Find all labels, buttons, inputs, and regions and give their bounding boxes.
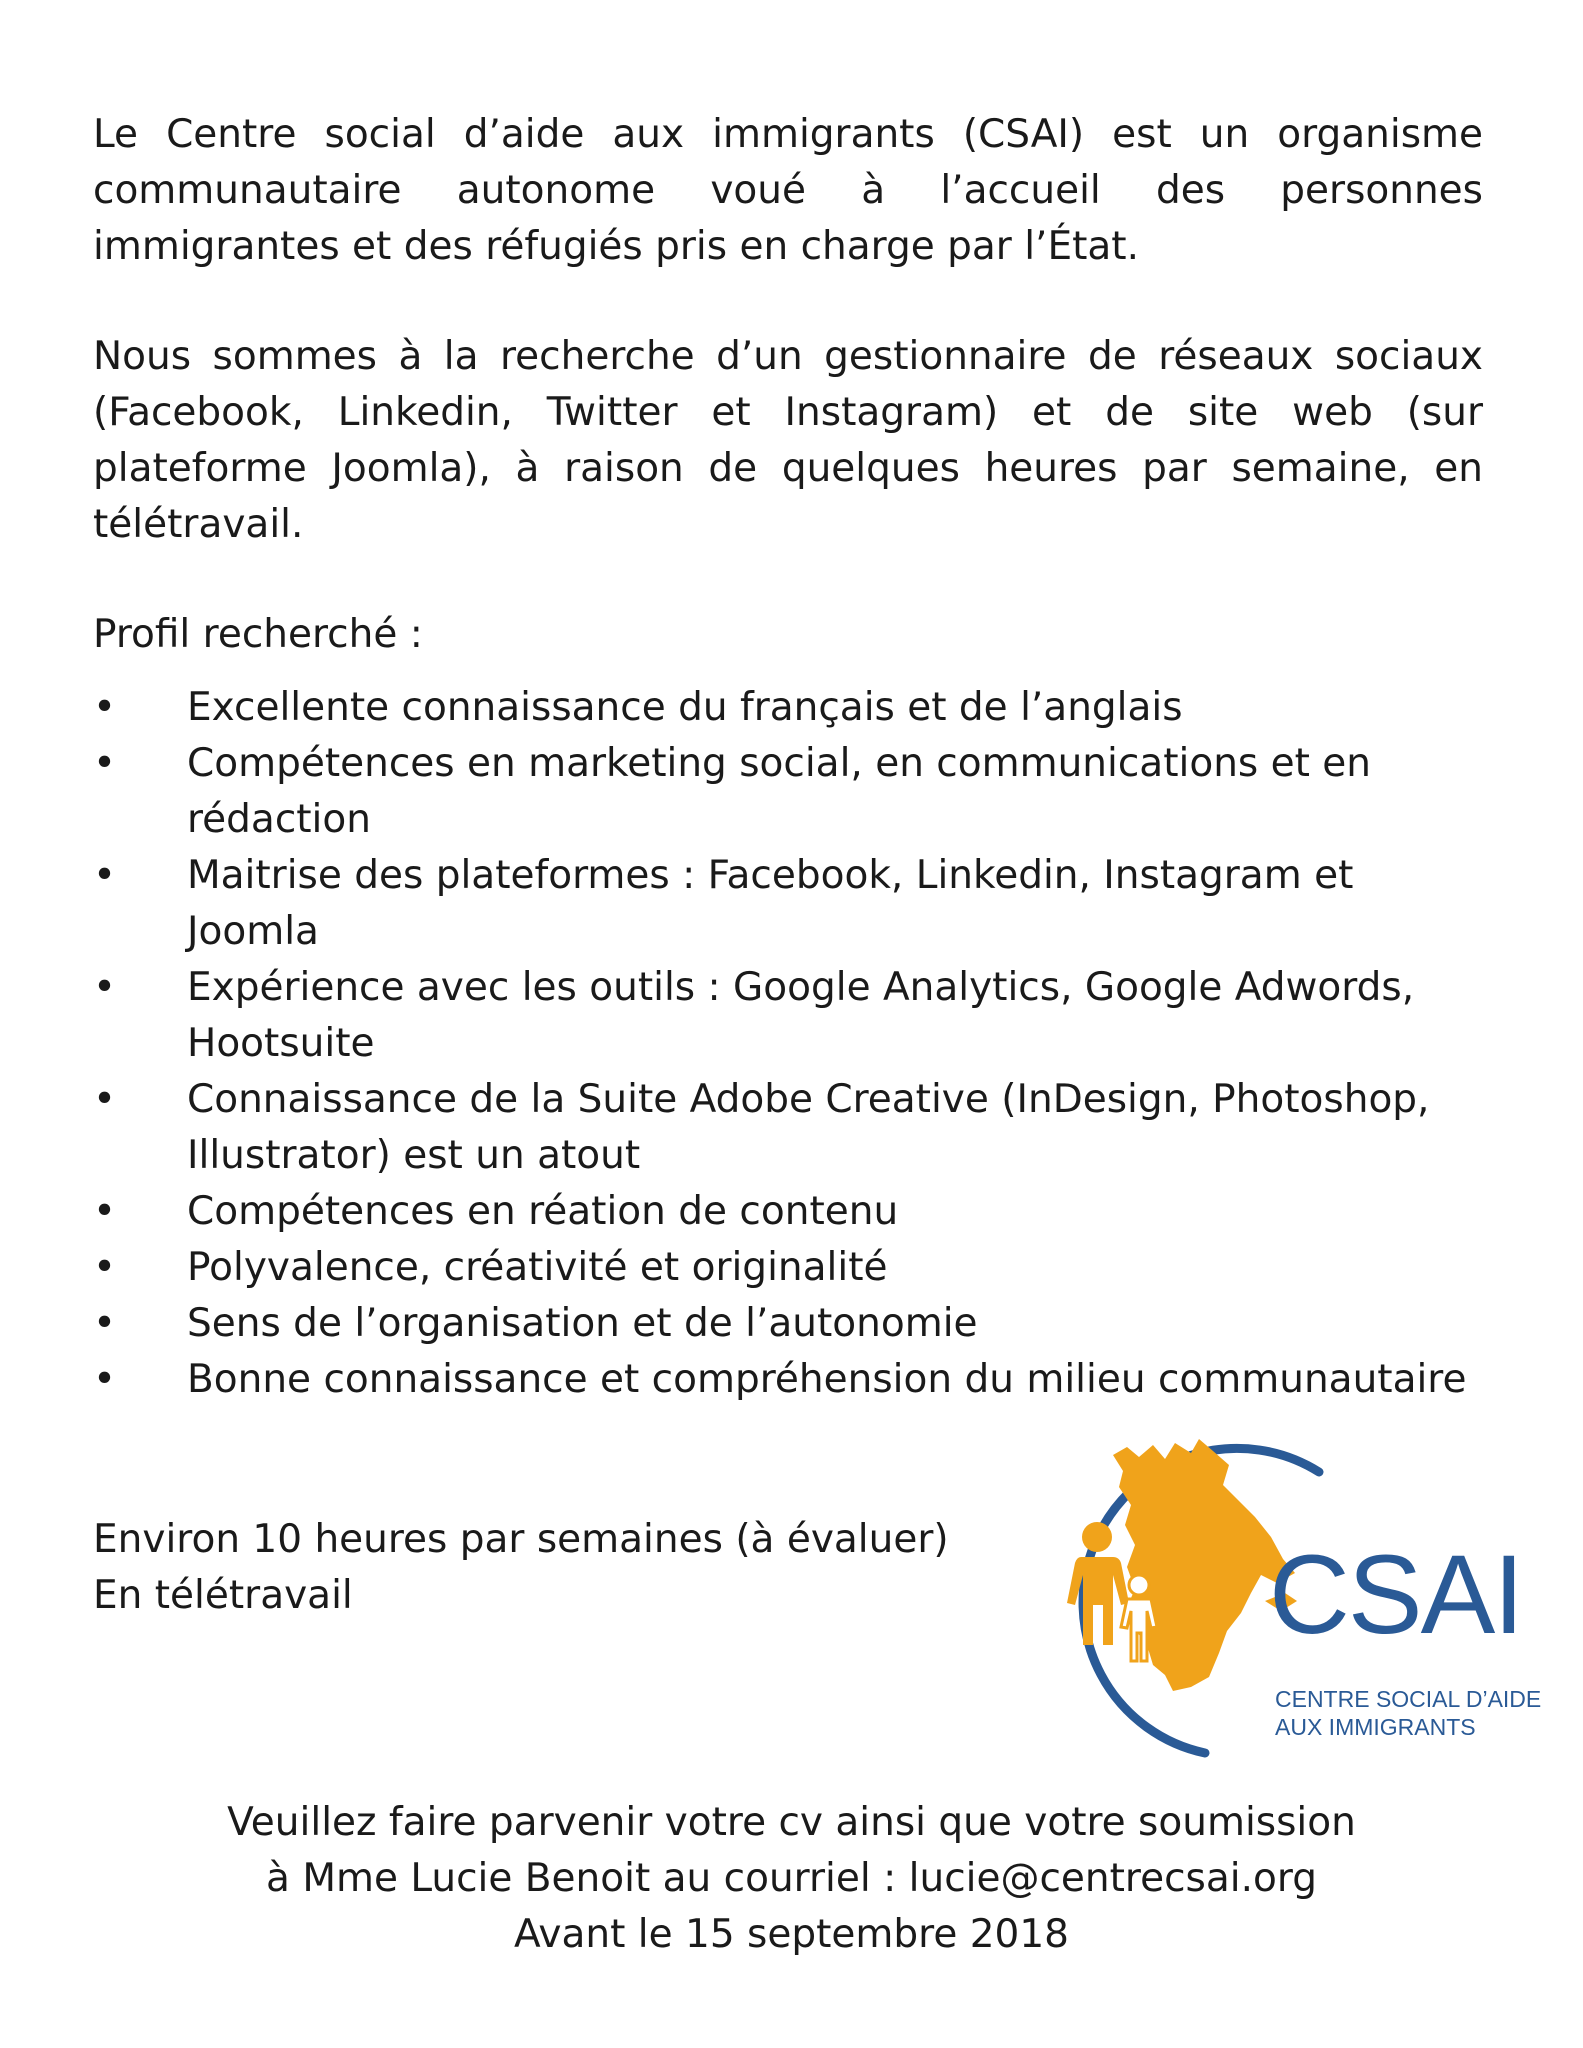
logo-subtitle-line1: CENTRE SOCIAL D’AIDE: [1275, 1686, 1542, 1712]
footer-line-1: Veuillez faire parvenir votre cv ainsi que votre soumission: [227, 1800, 1356, 1845]
bullet-icon: •: [93, 685, 117, 730]
bullet-icon: •: [93, 1245, 117, 1290]
logo-subtitle-line2: AUX IMMIGRANTS: [1275, 1714, 1476, 1740]
list-item: • Compétences en marketing social, en communications et en rédaction: [93, 736, 1483, 848]
hours-text: Environ 10 heures par semaines (à évaluer): [93, 1517, 949, 1562]
bullet-icon: •: [93, 1189, 117, 1234]
logo-acronym: CSAI: [1269, 1532, 1523, 1657]
deadline-text: Avant le 15 septembre 2018: [514, 1912, 1069, 1957]
position-paragraph: Nous sommes à la recherche d’un gestionnaire de réseaux sociaux (Facebook, Linkedin, Twitter et Instagram) et de site web (sur plateforme Joomla), à raison de quelques heures par semaine, en télétravail.: [93, 334, 1483, 547]
profile-heading: Profil recherché :: [93, 612, 423, 657]
bullet-icon: •: [93, 965, 117, 1010]
schedule-info: [93, 1512, 993, 1624]
list-item: • Expérience avec les outils : Google Analytics, Google Adwords, Hootsuite: [93, 960, 1483, 1072]
list-item: • Excellente connaissance du français et de l’anglais: [93, 680, 1483, 736]
footer-line-2: à Mme Lucie Benoit au courriel : lucie@centrecsai.org: [266, 1856, 1317, 1901]
bullet-icon: •: [93, 1077, 117, 1122]
application-instructions: [0, 1795, 1583, 1963]
bullet-icon: •: [93, 853, 117, 898]
intro-paragraph: Le Centre social d’aide aux immigrants (CSAI) est un organisme communautaire autonome voué à l’accueil des personnes immigrantes et des réfugiés pris en charge par l’État.: [93, 112, 1483, 269]
work-mode-text: En télétravail: [93, 1573, 353, 1618]
list-item: • Bonne connaissance et compréhension du milieu communautaire: [93, 1352, 1483, 1408]
csai-logo: [1015, 1425, 1542, 1785]
list-item: • Compétences en réation de contenu: [93, 1184, 1483, 1240]
list-item: • Maitrise des plateformes : Facebook, Linkedin, Instagram et Joomla: [93, 848, 1483, 960]
bullet-icon: •: [93, 741, 117, 786]
bullet-icon: •: [93, 1357, 117, 1402]
requirements-list: [93, 680, 1483, 1408]
bullet-icon: •: [93, 1301, 117, 1346]
list-item: • Connaissance de la Suite Adobe Creative (InDesign, Photoshop, Illustrator) est un atout: [93, 1072, 1483, 1184]
list-item: • Polyvalence, créativité et originalité: [93, 1240, 1483, 1296]
list-item: • Sens de l’organisation et de l’autonomie: [93, 1296, 1483, 1352]
